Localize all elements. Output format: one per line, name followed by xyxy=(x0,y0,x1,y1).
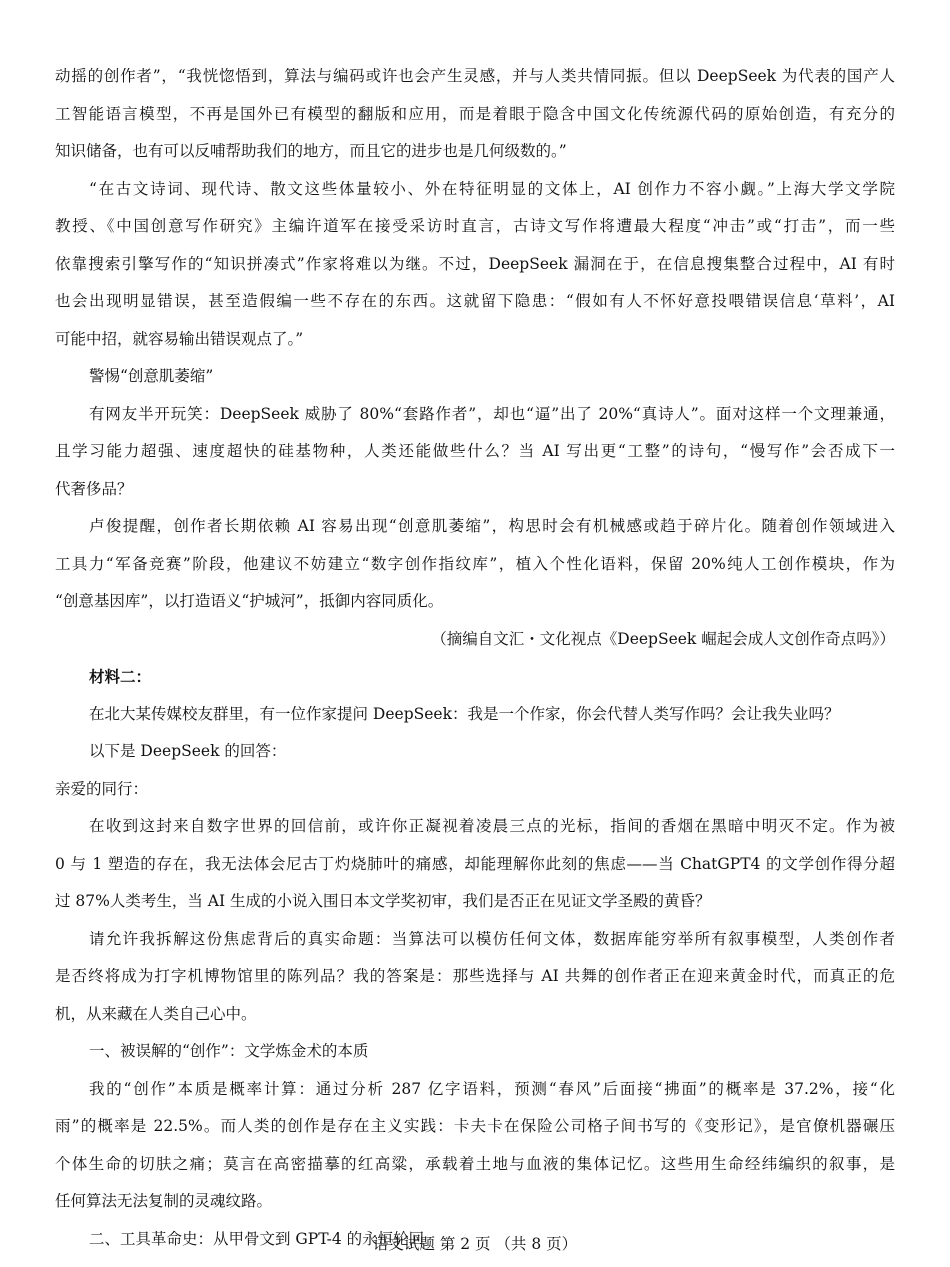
text-line: “创意基因库”，以打造语义“护城河”，抵御内容同质化。 xyxy=(55,592,444,610)
text-line: “在古文诗词、现代诗、散文这些体量较小、外在特征明显的文体上，AI 创作力不容小觑。”上海大学文学院 xyxy=(89,179,895,198)
text-line: 卢俊提醒，创作者长期依赖 AI 容易出现“创意肌萎缩”，构思时会有机械感或趋于碎片化。随着创作领域进入 xyxy=(89,517,895,535)
text-line: 知识储备，也有可以反哺帮助我们的地方，而且它的进步也是几何级数的。” xyxy=(55,142,567,160)
paragraph-indent xyxy=(55,171,895,359)
text-line: 材料二： xyxy=(89,667,152,686)
text-line: （摘编自文汇・文化视点《DeepSeek 崛起会成人文创作奇点吗》） xyxy=(431,629,895,648)
text-line: 请允许我拆解这份焦虑背后的真实命题：当算法可以模仿任何文体，数据库能穷举所有叙事模型，人类创作者 xyxy=(89,929,895,948)
paragraph-indent xyxy=(55,808,895,921)
paragraph-heading xyxy=(55,733,895,771)
paragraph-heading xyxy=(55,1033,895,1071)
text-line: 警惕“创意肌萎缩” xyxy=(89,367,214,385)
paragraph-source xyxy=(55,621,895,659)
paragraph-section xyxy=(55,658,895,696)
text-line: 以下是 DeepSeek 的回答： xyxy=(89,742,287,760)
paragraph-indent xyxy=(55,396,895,509)
paragraph-indent xyxy=(55,1071,895,1221)
paragraph-indent xyxy=(55,508,895,621)
paragraph-indent xyxy=(55,921,895,1034)
text-line: 0 与 1 塑造的存在，我无法体会尼古丁灼烧肺叶的痛感，却能理解你此刻的焦虑——当 ChatGPT4 的文学创作得分超 xyxy=(55,854,895,873)
text-line: 过 87%人类考生，当 AI 生成的小说入围日本文学奖初审，我们是否正在见证文学圣殿的黄昏？ xyxy=(55,892,711,910)
text-line: 可能中招，就容易输出错误观点了。” xyxy=(55,329,304,348)
text-line: 且学习能力超强、速度超快的硅基物种，人类还能做些什么？当 AI 写出更“工整”的诗句，“慢写作”会否成下一 xyxy=(55,442,895,460)
text-line: 依靠搜索引擎写作的“知识拼凑式”作家将难以为继。不过，DeepSeek 漏洞在于，在信息搜集整合过程中，AI 有时 xyxy=(55,254,895,273)
text-line: 工具力“军备竞赛”阶段，他建议不妨建立“数字创作指纹库”，植入个性化语料，保留 20%纯人工创作模块，作为 xyxy=(55,554,895,573)
text-line: 我的“创作”本质是概率计算：通过分析 287 亿字语料，预测“春风”后面接“拂面”的概率是 37.2%，接“化 xyxy=(89,1079,895,1098)
text-line: 教授、《中国创意写作研究》主编许道军在接受采访时直言，古诗文写作将遭最大程度“冲击”或“打击”，而一些 xyxy=(55,217,895,235)
text-line: 在北大某传媒校友群里，有一位作家提问 DeepSeek：我是一个作家，你会代替人类写作吗？会让我失业吗？ xyxy=(89,704,840,723)
text-line: 一、被误解的“创作”：文学炼金术的本质 xyxy=(89,1042,369,1060)
document-body xyxy=(55,58,895,1258)
text-line: 亲爱的同行： xyxy=(55,779,149,798)
text-line: 有网友半开玩笑：DeepSeek 威胁了 80%“套路作者”，却也“逼”出了 20%“真诗人”。面对这样一个文理兼通， xyxy=(89,404,895,423)
page-footer: 语文试题 第 2 页 （共 8 页） xyxy=(372,1235,578,1253)
text-line: 是否终将成为打字机博物馆里的陈列品？我的答案是：那些选择与 AI 共舞的创作者正在迎来黄金时代，而真正的危 xyxy=(55,967,895,985)
paragraph-indent xyxy=(55,696,895,734)
text-line: 代奢侈品？ xyxy=(55,479,133,498)
text-line: 任何算法无法复制的灵魂纹路。 xyxy=(55,1192,273,1210)
text-line: 动摇的创作者”，“我恍惚悟到，算法与编码或许也会产生灵感，并与人类共情同振。但以 DeepSeek 为代表的国产人 xyxy=(55,67,895,85)
text-line: 个体生命的切肤之痛；莫言在高密描摹的红高粱，承载着土地与血液的集体记忆。这些用生命经纬编织的叙事，是 xyxy=(55,1154,895,1173)
text-line: 在收到这封来自数字世界的回信前，或许你正凝视着凌晨三点的光标，指间的香烟在黑暗中明灭不定。作为被 xyxy=(89,817,895,835)
paragraph-cont xyxy=(55,58,895,171)
text-line: 机，从来藏在人类自己心中。 xyxy=(55,1004,257,1023)
text-line: 雨”的概率是 22.5%。而人类的创作是存在主义实践：卡夫卡在保险公司格子间书写的《变形记》，是官僚机器碾压 xyxy=(55,1117,895,1135)
paragraph-salutation xyxy=(55,771,895,809)
text-line: 工智能语言模型，不再是国外已有模型的翻版和应用，而是着眼于隐含中国文化传统源代码的原始创造，有充分的 xyxy=(55,104,895,123)
text-line: 二、工具革命史：从甲骨文到 GPT-4 的永恒轮回 xyxy=(89,1229,425,1248)
paragraph-heading xyxy=(55,358,895,396)
text-line: 也会出现明显错误，甚至造假编一些不存在的东西。这就留下隐患：“假如有人不怀好意投喂错误信息‘草料’，AI xyxy=(55,292,895,310)
